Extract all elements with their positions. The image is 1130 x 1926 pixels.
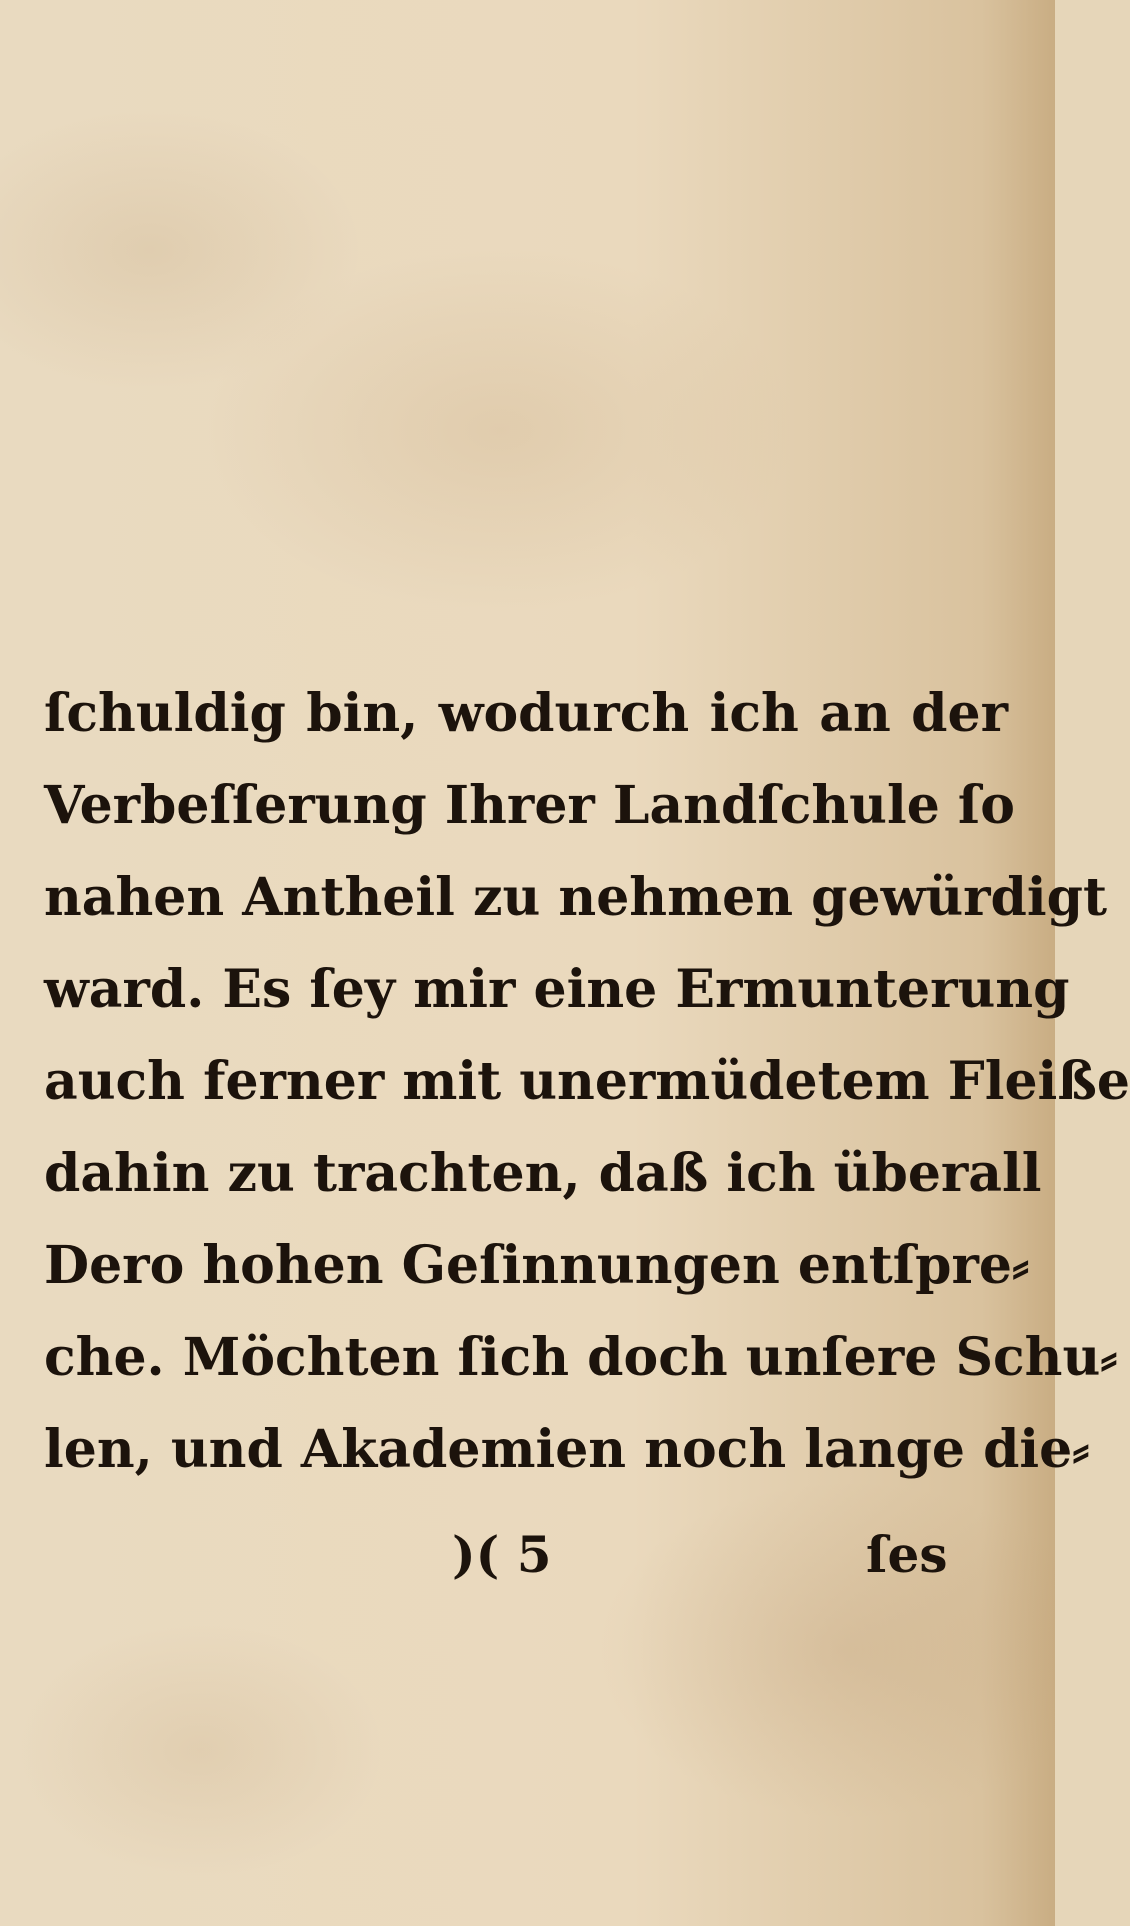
text-line-5: auch ferner mit unermüdetem Fleiße (44, 1051, 1130, 1112)
text-line-2: Verbeſſerung Ihrer Landſchule ſo (44, 775, 1015, 836)
body-text (44, 668, 1130, 1496)
text-line-1: ſchuldig bin, wodurch ich an der (44, 683, 1008, 744)
text-line-9: len, und Akademien noch lange die⸗ (44, 1419, 1090, 1480)
catchword: ſes (866, 1525, 948, 1584)
text-line-3: nahen Antheil zu nehmen gewürdigt (44, 867, 1108, 928)
text-line-7: Dero hohen Geſinnungen entſpre⸗ (44, 1235, 1030, 1296)
signature-mark: )( 5 (452, 1525, 552, 1584)
text-line-6: dahin zu trachten, daß ich überall (44, 1143, 1042, 1204)
page-footer (0, 1525, 1055, 1605)
text-line-8: che. Möchten ſich doch unſere Schu⸗ (44, 1327, 1118, 1388)
text-line-4: ward. Es ſey mir eine Ermunterung (44, 959, 1070, 1020)
